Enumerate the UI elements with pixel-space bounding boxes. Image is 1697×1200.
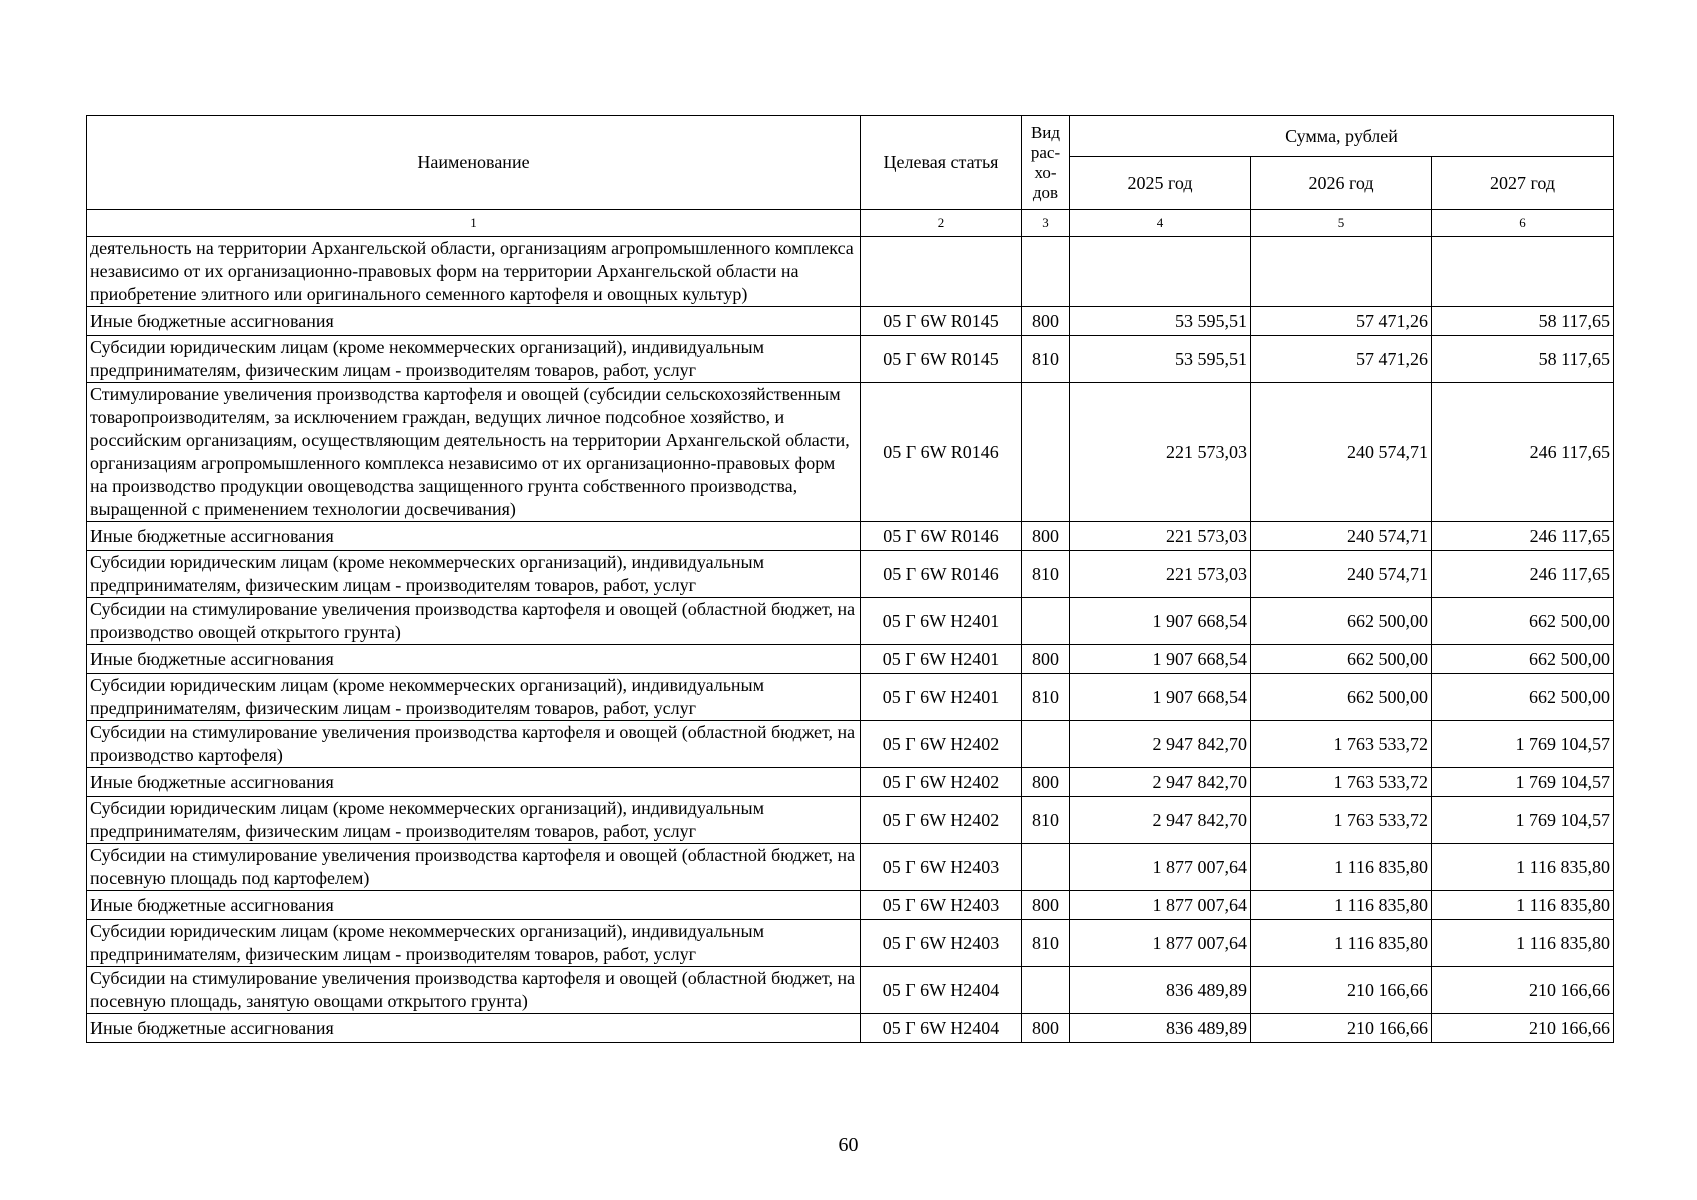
cell-target-article: 05 Г 6W Н2403 [861,844,1022,891]
cell-sum-2025: 221 573,03 [1070,383,1251,522]
table-row [87,237,1614,307]
cell-sum-2025: 221 573,03 [1070,522,1251,551]
cell-sum-2027: 1 769 104,57 [1432,797,1614,844]
cell-sum-2025: 1 907 668,54 [1070,645,1251,674]
cell-name: Иные бюджетные ассигнования [87,1014,861,1043]
table-row [87,797,1614,844]
column-number: 2 [861,210,1022,237]
budget-table [86,115,1614,1043]
cell-expense-type [1022,844,1070,891]
cell-sum-2026: 662 500,00 [1251,645,1432,674]
column-number: 4 [1070,210,1251,237]
table-row [87,844,1614,891]
cell-sum-2026: 662 500,00 [1251,674,1432,721]
table-row [87,551,1614,598]
cell-sum-2026: 240 574,71 [1251,383,1432,522]
cell-name: Иные бюджетные ассигнования [87,307,861,336]
cell-sum-2027: 58 117,65 [1432,307,1614,336]
cell-name: Субсидии на стимулирование увеличения производства картофеля и овощей (областной бюджет, на производство картофеля) [87,721,861,768]
table-row [87,598,1614,645]
cell-sum-2027: 210 166,66 [1432,967,1614,1014]
cell-name: Иные бюджетные ассигнования [87,768,861,797]
cell-name: Субсидии юридическим лицам (кроме некоммерческих организаций), индивидуальным предпринимателям, физическим лицам - производителям товаров, работ, услуг [87,674,861,721]
cell-sum-2026: 210 166,66 [1251,967,1432,1014]
table-row [87,522,1614,551]
cell-expense-type: 810 [1022,674,1070,721]
cell-expense-type [1022,383,1070,522]
cell-sum-2025: 2 947 842,70 [1070,768,1251,797]
cell-sum-2026: 1 763 533,72 [1251,768,1432,797]
table-row [87,383,1614,522]
cell-name: Субсидии на стимулирование увеличения производства картофеля и овощей (областной бюджет, на посевную площадь под картофелем) [87,844,861,891]
cell-name: деятельность на территории Архангельской области, организациям агропромышленного комплекса независимо от их организационно-правовых форм на территории Архангельской области на приобретение элитного или оригинального семенного картофеля и овощных культур) [87,237,861,307]
cell-target-article: 05 Г 6W R0146 [861,383,1022,522]
cell-sum-2027: 210 166,66 [1432,1014,1614,1043]
cell-target-article: 05 Г 6W Н2402 [861,721,1022,768]
header-name: Наименование [87,116,861,210]
cell-sum-2027: 1 116 835,80 [1432,920,1614,967]
cell-sum-2027: 662 500,00 [1432,598,1614,645]
cell-name: Иные бюджетные ассигнования [87,522,861,551]
cell-sum-2027 [1432,237,1614,307]
cell-name: Субсидии юридическим лицам (кроме некоммерческих организаций), индивидуальным предпринимателям, физическим лицам - производителям товаров, работ, услуг [87,336,861,383]
cell-name: Субсидии на стимулирование увеличения производства картофеля и овощей (областной бюджет, на посевную площадь, занятую овощами открытого грунта) [87,967,861,1014]
cell-sum-2027: 58 117,65 [1432,336,1614,383]
cell-sum-2025: 53 595,51 [1070,307,1251,336]
cell-sum-2027: 246 117,65 [1432,522,1614,551]
cell-name: Субсидии юридическим лицам (кроме некоммерческих организаций), индивидуальным предпринимателям, физическим лицам - производителям товаров, работ, услуг [87,920,861,967]
column-number: 6 [1432,210,1614,237]
cell-name: Стимулирование увеличения производства картофеля и овощей (субсидии сельскохозяйственным товаропроизводителям, за исключением граждан, ведущих личное подсобное хозяйство, и российским организациям, осуществляющим деятельность на территории Архангельской области, организациям агропромышленного комплекса независимо от их организационно-правовых форм на производство продукции овощеводства защищенного грунта собственного производства, выращенной с применением технологии досвечивания) [87,383,861,522]
cell-sum-2026: 1 763 533,72 [1251,721,1432,768]
cell-sum-2027: 1 769 104,57 [1432,721,1614,768]
cell-target-article: 05 Г 6W R0146 [861,551,1022,598]
cell-sum-2026: 662 500,00 [1251,598,1432,645]
table-row [87,967,1614,1014]
cell-sum-2026: 240 574,71 [1251,522,1432,551]
table-row [87,768,1614,797]
header-year-2027: 2027 год [1432,157,1614,210]
table-row [87,891,1614,920]
cell-expense-type: 800 [1022,768,1070,797]
cell-target-article: 05 Г 6W R0145 [861,307,1022,336]
cell-name: Субсидии юридическим лицам (кроме некоммерческих организаций), индивидуальным предпринимателям, физическим лицам - производителям товаров, работ, услуг [87,551,861,598]
cell-expense-type [1022,237,1070,307]
cell-name: Иные бюджетные ассигнования [87,645,861,674]
cell-sum-2025: 836 489,89 [1070,1014,1251,1043]
header-sum-group: Сумма, рублей [1070,116,1614,157]
cell-sum-2027: 1 769 104,57 [1432,768,1614,797]
cell-target-article: 05 Г 6W Н2402 [861,797,1022,844]
cell-expense-type: 810 [1022,797,1070,844]
cell-expense-type: 810 [1022,336,1070,383]
cell-expense-type: 800 [1022,307,1070,336]
cell-sum-2025 [1070,237,1251,307]
cell-sum-2027: 246 117,65 [1432,383,1614,522]
cell-target-article: 05 Г 6W Н2401 [861,645,1022,674]
cell-sum-2026: 1 116 835,80 [1251,891,1432,920]
cell-sum-2025: 1 877 007,64 [1070,844,1251,891]
table-row [87,920,1614,967]
cell-sum-2025: 2 947 842,70 [1070,721,1251,768]
cell-name: Субсидии на стимулирование увеличения производства картофеля и овощей (областной бюджет, на производство овощей открытого грунта) [87,598,861,645]
cell-sum-2026: 240 574,71 [1251,551,1432,598]
cell-sum-2027: 1 116 835,80 [1432,891,1614,920]
cell-target-article: 05 Г 6W Н2403 [861,891,1022,920]
table-row [87,721,1614,768]
table-body [87,237,1614,1043]
table-row [87,336,1614,383]
column-number: 3 [1022,210,1070,237]
cell-sum-2025: 1 877 007,64 [1070,891,1251,920]
cell-target-article [861,237,1022,307]
cell-sum-2026: 210 166,66 [1251,1014,1432,1043]
cell-expense-type: 800 [1022,1014,1070,1043]
cell-expense-type [1022,967,1070,1014]
cell-sum-2026: 1 116 835,80 [1251,920,1432,967]
cell-sum-2026: 1 763 533,72 [1251,797,1432,844]
cell-sum-2025: 1 907 668,54 [1070,598,1251,645]
cell-target-article: 05 Г 6W Н2401 [861,674,1022,721]
cell-target-article: 05 Г 6W Н2404 [861,1014,1022,1043]
cell-target-article: 05 Г 6W Н2404 [861,967,1022,1014]
cell-sum-2027: 1 116 835,80 [1432,844,1614,891]
table-row [87,674,1614,721]
cell-expense-type [1022,598,1070,645]
cell-target-article: 05 Г 6W Н2401 [861,598,1022,645]
cell-target-article: 05 Г 6W Н2403 [861,920,1022,967]
cell-expense-type [1022,721,1070,768]
cell-expense-type: 810 [1022,551,1070,598]
header-expense-type: Вид рас- хо- дов [1022,116,1070,210]
cell-sum-2026: 1 116 835,80 [1251,844,1432,891]
cell-sum-2027: 662 500,00 [1432,645,1614,674]
table-row [87,1014,1614,1043]
cell-expense-type: 800 [1022,891,1070,920]
cell-sum-2027: 662 500,00 [1432,674,1614,721]
cell-sum-2026: 57 471,26 [1251,307,1432,336]
cell-name: Субсидии юридическим лицам (кроме некоммерческих организаций), индивидуальным предпринимателям, физическим лицам - производителям товаров, работ, услуг [87,797,861,844]
cell-sum-2026: 57 471,26 [1251,336,1432,383]
table-row [87,307,1614,336]
header-year-2025: 2025 год [1070,157,1251,210]
cell-sum-2025: 1 877 007,64 [1070,920,1251,967]
cell-sum-2025: 53 595,51 [1070,336,1251,383]
cell-expense-type: 800 [1022,522,1070,551]
header-year-2026: 2026 год [1251,157,1432,210]
cell-expense-type: 800 [1022,645,1070,674]
cell-sum-2025: 1 907 668,54 [1070,674,1251,721]
cell-sum-2025: 836 489,89 [1070,967,1251,1014]
page-number: 60 [838,1134,859,1156]
column-number: 1 [87,210,861,237]
cell-sum-2027: 246 117,65 [1432,551,1614,598]
cell-sum-2025: 2 947 842,70 [1070,797,1251,844]
cell-sum-2025: 221 573,03 [1070,551,1251,598]
cell-name: Иные бюджетные ассигнования [87,891,861,920]
cell-target-article: 05 Г 6W Н2402 [861,768,1022,797]
cell-sum-2026 [1251,237,1432,307]
column-number: 5 [1251,210,1432,237]
cell-expense-type: 810 [1022,920,1070,967]
table-row [87,645,1614,674]
cell-target-article: 05 Г 6W R0145 [861,336,1022,383]
cell-target-article: 05 Г 6W R0146 [861,522,1022,551]
header-target-article: Целевая статья [861,116,1022,210]
